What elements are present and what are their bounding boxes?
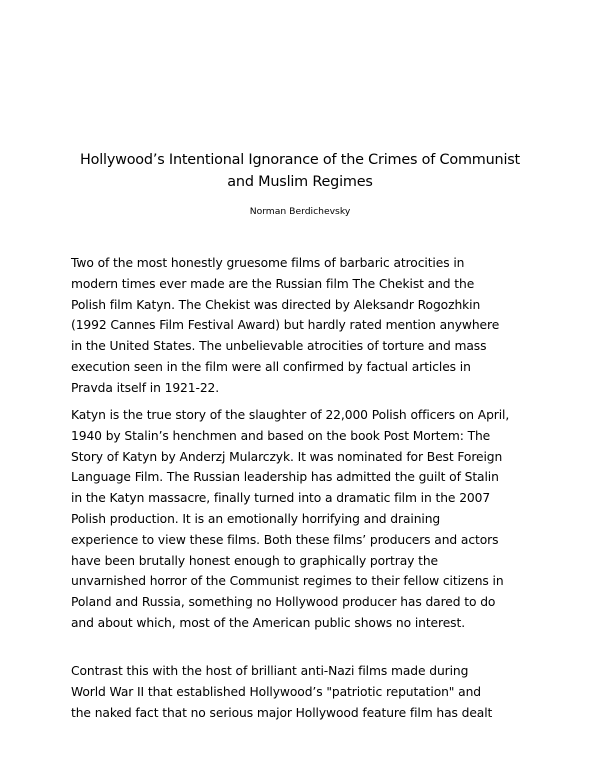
paragraph-line: Polish film Katyn. The Chekist was directed by Aleksandr Rogozhkin	[71, 297, 481, 312]
paragraph-line: Language Film. The Russian leadership has admitted the guilt of Stalin	[71, 470, 499, 485]
paragraph-line: in the United States. The unbelievable atrocities of torture and mass	[71, 339, 487, 354]
author-byline: Norman Berdichevsky	[249, 206, 351, 217]
body-paragraph	[71, 661, 541, 723]
paragraph-line: Polish production. It is an emotionally horrifying and draining	[71, 511, 441, 526]
paragraph-line: have been brutally honest enough to graphically portray the	[71, 553, 438, 568]
paragraph-line: 1940 by Stalin’s henchmen and based on the book Post Mortem: The	[71, 428, 491, 443]
paragraph-line: Poland and Russia, something no Hollywood producer has dared to do	[71, 595, 496, 610]
paragraph-line: execution seen in the film were all confirmed by factual articles in	[71, 359, 471, 374]
paragraph-line: unvarnished horror of the Communist regimes to their fellow citizens in	[71, 574, 504, 589]
paragraph-line: modern times ever made are the Russian film The Chekist and the	[71, 276, 475, 291]
title-line: Hollywood’s Intentional Ignorance of the Crimes of Communist	[80, 152, 520, 168]
paragraph-line: and about which, most of the American public shows no interest.	[71, 615, 466, 630]
paragraph-line: experience to view these films. Both these films’ producers and actors	[71, 532, 499, 547]
paragraph-line: Contrast this with the host of brilliant anti-Nazi films made during	[71, 664, 469, 678]
paragraph-line: (1992 Cannes Film Festival Award) but hardly rated mention anywhere	[71, 318, 500, 333]
paragraph-line: World War II that established Hollywood’s "patriotic reputation" and	[71, 684, 482, 699]
paragraph-line: Two of the most honestly gruesome films of barbaric atrocities in	[71, 256, 465, 270]
body-paragraph	[71, 405, 541, 634]
paragraph-line: Pravda itself in 1921-22.	[71, 380, 220, 395]
paragraph-line: in the Katyn massacre, finally turned into a dramatic film in the 2007	[71, 491, 491, 506]
title-line: and Muslim Regimes	[227, 174, 373, 190]
paragraph-line: Story of Katyn by Anderzj Mularczyk. It was nominated for Best Foreign	[71, 449, 503, 464]
body-paragraph	[71, 253, 541, 399]
document-title	[60, 149, 540, 193]
paragraph-line: Katyn is the true story of the slaughter of 22,000 Polish officers on April,	[71, 408, 510, 422]
paragraph-line: the naked fact that no serious major Hollywood feature film has dealt	[71, 705, 493, 720]
